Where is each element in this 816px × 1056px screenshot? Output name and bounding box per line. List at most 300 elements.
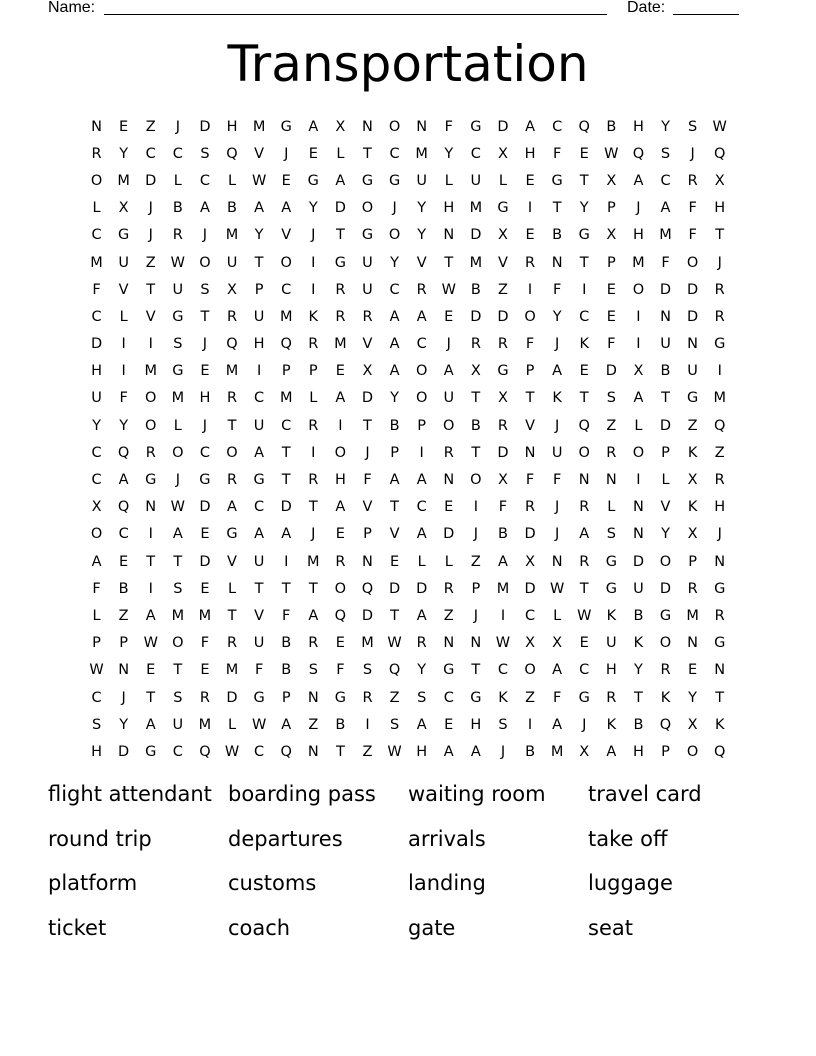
grid-letter[interactable]: R [226,635,238,652]
grid-letter[interactable]: J [148,200,153,217]
grid-letter[interactable]: I [527,200,533,217]
grid-letter[interactable]: G [280,118,292,135]
grid-letter[interactable]: A [254,200,265,217]
grid-letter[interactable]: P [92,635,101,652]
grid-letter[interactable]: I [473,499,478,516]
grid-letter[interactable]: E [308,145,318,162]
grid-letter[interactable]: Z [443,607,454,624]
grid-letter[interactable]: R [470,336,481,353]
grid-letter[interactable]: R [308,635,319,652]
grid-letter[interactable]: W [712,118,727,135]
grid-letter[interactable]: A [227,499,237,516]
grid-letter[interactable]: M [198,607,212,624]
grid-letter[interactable]: T [146,689,156,706]
grid-letter[interactable]: Y [119,417,129,434]
grid-letter[interactable]: F [119,390,128,407]
grid-letter[interactable]: K [660,689,671,706]
grid-letter[interactable]: F [254,662,264,679]
grid-letter[interactable]: J [121,689,126,706]
grid-letter[interactable]: Z [118,607,129,624]
grid-letter[interactable]: G [172,308,184,325]
grid-letter[interactable]: A [91,553,102,570]
grid-letter[interactable]: W [224,743,240,760]
grid-letter[interactable]: T [633,689,643,706]
grid-letter[interactable]: Q [388,662,401,679]
grid-letter[interactable]: C [254,743,265,760]
grid-letter[interactable]: A [470,743,481,760]
grid-letter[interactable]: R [416,281,427,298]
grid-letter[interactable]: M [225,363,239,380]
grid-letter[interactable]: L [498,172,507,189]
grid-letter[interactable]: B [281,662,292,679]
grid-letter[interactable]: Q [334,607,347,624]
grid-letter[interactable]: O [334,444,347,461]
grid-letter[interactable]: N [578,472,590,489]
grid-letter[interactable]: Y [92,417,101,434]
grid-letter[interactable]: O [361,200,374,217]
grid-letter[interactable]: I [256,363,262,380]
grid-letter[interactable]: R [714,281,725,298]
grid-letter[interactable]: D [687,281,699,298]
grid-letter[interactable]: X [606,227,617,244]
grid-letter[interactable]: O [280,254,292,271]
grid-letter[interactable]: K [687,444,698,461]
grid-letter[interactable]: C [416,499,427,516]
grid-letter[interactable]: V [416,254,427,271]
grid-letter[interactable]: S [91,716,102,733]
grid-letter[interactable]: J [555,336,560,353]
grid-letter[interactable]: R [308,417,319,434]
grid-letter[interactable]: G [578,689,590,706]
grid-letter[interactable]: L [417,553,426,570]
grid-letter[interactable]: B [660,363,671,380]
grid-letter[interactable]: C [91,472,102,489]
grid-letter[interactable]: J [582,716,587,733]
grid-letter[interactable]: R [714,308,725,325]
grid-letter[interactable]: A [308,607,319,624]
grid-letter[interactable]: M [632,254,645,271]
grid-letter[interactable]: B [497,526,508,543]
grid-letter[interactable]: J [446,336,451,353]
grid-letter[interactable]: P [281,689,291,706]
grid-letter[interactable]: S [173,580,183,597]
grid-letter[interactable]: V [254,607,265,624]
grid-letter[interactable]: T [715,227,725,244]
grid-letter[interactable]: G [361,172,374,189]
grid-letter[interactable]: M [225,227,239,244]
grid-letter[interactable]: L [553,607,562,624]
grid-letter[interactable]: J [690,145,695,162]
grid-letter[interactable]: G [307,172,319,189]
grid-letter[interactable]: A [389,308,400,325]
grid-letter[interactable]: I [121,363,126,380]
grid-letter[interactable]: R [579,499,590,516]
grid-letter[interactable]: Y [417,200,427,217]
grid-letter[interactable]: T [390,607,399,624]
grid-letter[interactable]: R [145,444,156,461]
grid-letter[interactable]: A [416,716,427,733]
grid-letter[interactable]: D [199,118,211,135]
grid-letter[interactable]: U [551,444,563,461]
grid-letter[interactable]: V [118,281,129,298]
grid-letter[interactable]: R [497,336,508,353]
grid-letter[interactable]: N [687,635,699,652]
grid-letter[interactable]: W [143,635,158,652]
grid-letter[interactable]: G [388,172,401,189]
grid-letter[interactable]: B [633,716,644,733]
grid-letter[interactable]: X [118,200,129,217]
grid-letter[interactable]: L [227,172,237,189]
grid-letter[interactable]: D [145,172,157,189]
grid-letter[interactable]: N [118,662,130,679]
grid-letter[interactable]: Y [417,662,427,679]
grid-letter[interactable]: L [173,172,182,189]
grid-letter[interactable]: F [336,662,345,679]
grid-letter[interactable]: U [91,390,102,407]
grid-letter[interactable]: G [334,689,347,706]
grid-letter[interactable]: N [632,526,644,543]
grid-letter[interactable]: V [497,254,508,271]
grid-letter[interactable]: B [118,580,129,597]
grid-letter[interactable]: C [254,499,265,516]
grid-letter[interactable]: G [118,227,130,244]
grid-letter[interactable]: L [634,417,643,434]
grid-letter[interactable]: I [311,444,316,461]
grid-letter[interactable]: G [470,118,482,135]
grid-letter[interactable]: Q [713,743,726,760]
grid-letter[interactable]: A [552,662,563,679]
grid-letter[interactable]: T [146,281,156,298]
grid-letter[interactable]: W [577,607,592,624]
grid-letter[interactable]: R [91,145,102,162]
grid-letter[interactable]: F [552,145,562,162]
grid-letter[interactable]: A [606,743,617,760]
grid-letter[interactable]: A [335,172,346,189]
grid-letter[interactable]: D [632,553,644,570]
grid-letter[interactable]: F [688,200,697,217]
grid-letter[interactable]: A [281,200,292,217]
grid-letter[interactable]: E [335,363,345,380]
grid-letter[interactable]: A [416,526,427,543]
grid-letter[interactable]: O [415,363,428,380]
grid-letter[interactable]: I [717,363,722,380]
grid-letter[interactable]: T [579,390,589,407]
grid-letter[interactable]: N [362,553,373,570]
grid-letter[interactable]: N [687,336,699,353]
grid-letter[interactable]: C [254,390,265,407]
grid-letter[interactable]: R [172,227,183,244]
name-line[interactable] [104,14,607,15]
grid-letter[interactable]: U [253,417,265,434]
grid-letter[interactable]: T [335,227,345,244]
grid-letter[interactable]: W [170,499,185,516]
grid-letter[interactable]: P [525,363,535,380]
grid-letter[interactable]: D [659,281,672,298]
grid-letter[interactable]: V [227,553,237,570]
grid-letter[interactable]: G [470,689,482,706]
grid-letter[interactable]: Z [470,553,481,570]
grid-letter[interactable]: L [444,553,453,570]
grid-letter[interactable]: O [686,254,699,271]
grid-letter[interactable]: G [443,662,455,679]
grid-letter[interactable]: K [633,635,644,652]
grid-letter[interactable]: T [281,472,291,489]
grid-letter[interactable]: J [500,743,506,760]
grid-letter[interactable]: T [227,607,237,624]
grid-letter[interactable]: E [444,308,454,325]
grid-letter[interactable]: X [552,635,563,652]
grid-letter[interactable]: J [555,526,560,543]
grid-letter[interactable]: Z [497,281,508,298]
grid-letter[interactable]: E [444,716,454,733]
grid-letter[interactable]: H [605,662,617,679]
grid-letter[interactable]: K [714,716,725,733]
grid-letter[interactable]: M [686,607,699,624]
grid-letter[interactable]: T [200,308,210,325]
grid-letter[interactable]: V [525,417,535,434]
grid-letter[interactable]: N [416,118,428,135]
grid-letter[interactable]: F [282,607,291,624]
grid-letter[interactable]: E [335,526,345,543]
grid-letter[interactable]: B [470,417,481,434]
grid-letter[interactable]: O [388,118,401,135]
grid-letter[interactable]: A [145,607,156,624]
grid-letter[interactable]: G [145,472,157,489]
grid-letter[interactable]: G [497,200,509,217]
grid-letter[interactable]: T [308,499,318,516]
grid-letter[interactable]: O [90,172,103,189]
grid-letter[interactable]: T [715,689,725,706]
grid-letter[interactable]: T [471,444,481,461]
grid-letter[interactable]: Z [145,118,156,135]
grid-letter[interactable]: C [172,145,183,162]
grid-letter[interactable]: B [227,200,237,217]
grid-letter[interactable]: K [606,607,617,624]
grid-letter[interactable]: A [172,526,183,543]
grid-letter[interactable]: H [226,118,238,135]
grid-letter[interactable]: C [281,281,292,298]
grid-letter[interactable]: U [416,172,427,189]
grid-letter[interactable]: R [606,689,617,706]
grid-letter[interactable]: T [146,553,156,570]
grid-letter[interactable]: A [254,526,265,543]
grid-letter[interactable]: G [686,390,699,407]
grid-letter[interactable]: V [254,145,265,162]
grid-letter[interactable]: S [389,716,400,733]
grid-letter[interactable]: R [443,580,454,597]
grid-letter[interactable]: M [171,607,185,624]
grid-letter[interactable]: D [659,580,672,597]
grid-letter[interactable]: F [607,336,616,353]
grid-letter[interactable]: C [579,308,590,325]
grid-letter[interactable]: D [388,580,401,597]
grid-letter[interactable]: D [118,743,130,760]
grid-letter[interactable]: O [145,417,157,434]
grid-letter[interactable]: I [311,254,316,271]
grid-letter[interactable]: C [91,308,102,325]
grid-letter[interactable]: T [173,662,183,679]
grid-letter[interactable]: M [171,390,185,407]
grid-letter[interactable]: E [389,553,400,570]
grid-letter[interactable]: W [549,580,565,597]
grid-letter[interactable]: G [605,580,617,597]
grid-letter[interactable]: T [281,444,291,461]
grid-letter[interactable]: B [633,607,644,624]
grid-letter[interactable]: L [309,390,318,407]
grid-letter[interactable]: D [443,526,455,543]
grid-letter[interactable]: N [605,472,617,489]
grid-letter[interactable]: B [335,716,346,733]
grid-letter[interactable]: X [227,281,237,298]
grid-letter[interactable]: T [335,743,345,760]
grid-letter[interactable]: E [200,363,210,380]
grid-letter[interactable]: S [606,390,616,407]
grid-letter[interactable]: N [632,499,644,516]
grid-letter[interactable]: R [714,607,725,624]
grid-letter[interactable]: I [148,580,153,597]
grid-letter[interactable]: O [334,580,347,597]
grid-letter[interactable]: B [281,635,292,652]
grid-letter[interactable]: A [389,363,400,380]
grid-letter[interactable]: A [633,172,644,189]
grid-letter[interactable]: J [473,526,478,543]
grid-letter[interactable]: M [279,390,293,407]
grid-letter[interactable]: S [417,689,427,706]
grid-letter[interactable]: O [172,635,184,652]
grid-letter[interactable]: P [661,444,670,461]
grid-letter[interactable]: C [118,526,129,543]
grid-letter[interactable]: W [251,172,267,189]
grid-letter[interactable]: L [227,580,237,597]
grid-letter[interactable]: E [579,145,589,162]
grid-letter[interactable]: I [365,716,370,733]
grid-letter[interactable]: D [199,553,211,570]
grid-letter[interactable]: U [253,553,265,570]
grid-letter[interactable]: O [524,662,536,679]
grid-letter[interactable]: K [308,308,319,325]
grid-letter[interactable]: M [252,118,266,135]
grid-letter[interactable]: Q [713,417,726,434]
grid-letter[interactable]: Y [119,145,129,162]
grid-letter[interactable]: Y [444,145,454,162]
grid-letter[interactable]: R [714,472,725,489]
grid-letter[interactable]: M [659,227,672,244]
grid-letter[interactable]: P [119,635,129,652]
grid-letter[interactable]: H [416,743,428,760]
grid-letter[interactable]: O [578,444,590,461]
grid-letter[interactable]: M [307,553,320,570]
grid-letter[interactable]: C [91,227,102,244]
grid-letter[interactable]: N [145,499,157,516]
grid-letter[interactable]: S [173,336,183,353]
grid-letter[interactable]: I [419,444,424,461]
grid-letter[interactable]: O [524,308,536,325]
grid-letter[interactable]: C [145,145,156,162]
grid-letter[interactable]: M [469,200,483,217]
grid-letter[interactable]: O [388,227,401,244]
grid-letter[interactable]: S [308,662,318,679]
grid-letter[interactable]: X [497,227,508,244]
grid-letter[interactable]: N [470,635,482,652]
grid-letter[interactable]: F [552,689,562,706]
grid-letter[interactable]: G [659,607,672,624]
grid-letter[interactable]: Q [713,145,726,162]
grid-letter[interactable]: W [495,635,511,652]
grid-letter[interactable]: E [335,635,345,652]
grid-letter[interactable]: N [660,308,671,325]
grid-letter[interactable]: O [659,635,672,652]
grid-letter[interactable]: R [335,281,346,298]
grid-letter[interactable]: W [441,281,456,298]
grid-letter[interactable]: C [199,444,210,461]
grid-letter[interactable]: Z [308,716,319,733]
grid-letter[interactable]: U [443,390,455,407]
grid-letter[interactable]: Y [661,526,670,543]
grid-letter[interactable]: E [200,580,210,597]
grid-letter[interactable]: X [470,363,481,380]
grid-letter[interactable]: E [525,172,535,189]
grid-letter[interactable]: R [226,308,238,325]
grid-letter[interactable]: D [470,227,482,244]
grid-letter[interactable]: F [498,499,508,516]
grid-letter[interactable]: E [525,227,535,244]
grid-letter[interactable]: A [281,526,292,543]
grid-letter[interactable]: T [525,390,535,407]
grid-letter[interactable]: D [524,580,536,597]
grid-letter[interactable]: U [253,635,265,652]
grid-letter[interactable]: I [527,716,533,733]
grid-letter[interactable]: U [606,635,617,652]
grid-letter[interactable]: F [363,472,372,489]
grid-letter[interactable]: X [606,172,617,189]
grid-letter[interactable]: G [497,363,509,380]
grid-letter[interactable]: O [659,553,672,570]
grid-letter[interactable]: S [200,145,210,162]
grid-letter[interactable]: H [91,743,102,760]
grid-letter[interactable]: E [281,172,291,189]
grid-letter[interactable]: J [202,336,208,353]
grid-letter[interactable]: E [200,662,210,679]
grid-letter[interactable]: M [225,662,239,679]
grid-letter[interactable]: E [688,662,698,679]
grid-letter[interactable]: P [281,363,291,380]
grid-letter[interactable]: O [226,444,238,461]
grid-letter[interactable]: L [92,607,101,624]
grid-letter[interactable]: M [713,390,726,407]
grid-letter[interactable]: E [200,526,210,543]
grid-letter[interactable]: I [121,336,126,353]
grid-letter[interactable]: E [119,553,129,570]
grid-letter[interactable]: J [365,444,370,461]
grid-letter[interactable]: U [118,254,129,271]
grid-letter[interactable]: F [525,336,535,353]
grid-letter[interactable]: R [525,254,536,271]
grid-letter[interactable]: P [417,417,427,434]
grid-letter[interactable]: U [362,281,373,298]
grid-letter[interactable]: O [443,417,455,434]
grid-letter[interactable]: G [226,526,238,543]
grid-letter[interactable]: A [389,472,400,489]
grid-letter[interactable]: N [714,553,726,570]
grid-letter[interactable]: X [525,635,536,652]
grid-letter[interactable]: G [199,472,211,489]
grid-letter[interactable]: L [92,200,101,217]
grid-letter[interactable]: R [308,336,319,353]
grid-letter[interactable]: Q [659,716,672,733]
grid-letter[interactable]: J [175,118,180,135]
grid-letter[interactable]: S [688,118,698,135]
grid-letter[interactable]: N [551,254,563,271]
